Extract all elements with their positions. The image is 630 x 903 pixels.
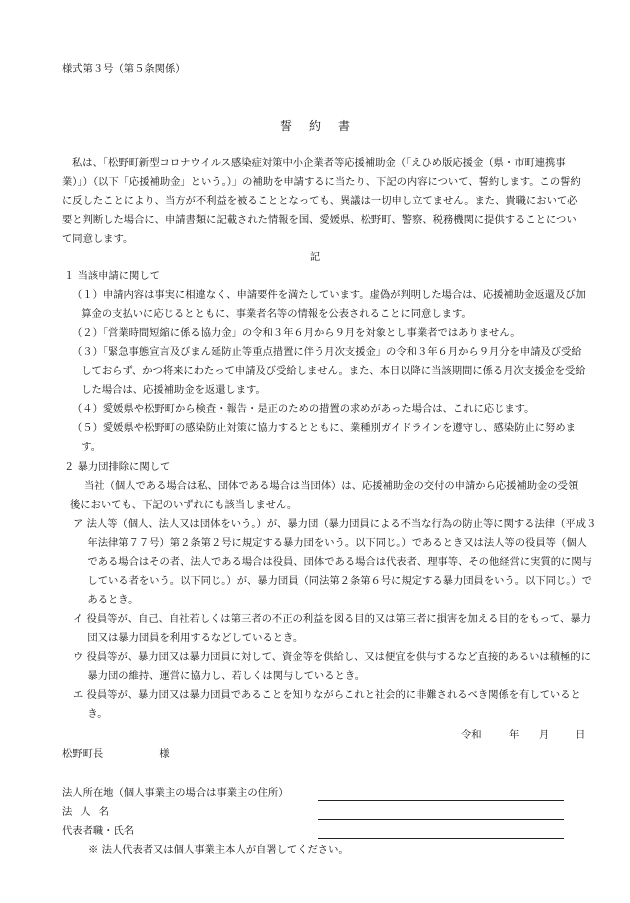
section2-intro: 当社（個人である場合は私、団体である場合は当団体）は、応援補助金の交付の申請から応援補助金の受領後においても、下記のいずれにも該当しません。 xyxy=(70,480,579,511)
document-title: 誓約書 xyxy=(279,119,367,133)
section1-heading: １ 当該申請に関して xyxy=(64,270,160,282)
addressee-name: 松野町長 xyxy=(62,748,104,760)
signature-note: ※ 法人代表者又は個人事業主本人が自署してください。 xyxy=(88,844,349,856)
section1-item-2: （２）「営業時間短縮に係る協力金」の令和３年６月から９月を対象とし事業者ではありません。 xyxy=(72,327,521,339)
section2-item-e: エ 役員等が、暴力団又は暴力団員であることを知りながらこれと社会的に非難されるべき関係を有しているとき。 xyxy=(73,689,581,720)
addressee-honorific: 様 xyxy=(159,748,170,760)
field-line-representative[interactable] xyxy=(318,838,564,839)
section1-item-4: （４）愛媛県や松野町から検査・報告・是正のための措置の求めがあった場合は、これに応じます。 xyxy=(72,403,535,415)
addressee-line xyxy=(62,745,169,764)
section1-item-1: （１）申請内容は事実に相違なく、申請要件を満たしています。虚偽が判明した場合は、応援補助金返還及び加算金の支払いに応じるとともに、事業者名等の情報を公表されることに同意します。 xyxy=(72,289,586,320)
field-line-corp-name[interactable] xyxy=(318,819,564,820)
section1-item-5: （５）愛媛県や松野町の感染防止対策に協力するとともに、業種別ガイドラインを遵守し、感染防止に努めます。 xyxy=(72,422,576,453)
field-label-representative: 代表者職・氏名 xyxy=(62,825,135,837)
section2-item-a: ア 法人等（個人、法人又は団体をいう。）が、暴力団（暴力団員による不当な行為の防止等に関する法律（平成３年法律第７７号）第２条第２号に規定する暴力団をいう。以下同じ。）であるとき又は法人等の役員等（個人である場合はその者、法人である場合は役員、団体である場合は代表者、理事等、その他経営に実質的に関与している者をいう。以下同じ。）が、暴力団員（同法第２条第６号に規定する暴力団員をいう。以下同じ。）であるとき。 xyxy=(73,518,597,606)
ki-heading: 記 xyxy=(309,251,321,263)
field-line-address[interactable] xyxy=(318,800,564,801)
date-era: 令和 xyxy=(461,729,482,741)
date-month: 月 xyxy=(539,729,550,741)
section1-item-3: （３）「緊急事態宣言及びまん延防止等重点措置に伴う月次支援金」の令和３年６月から９月分を申請及び受給しておらず、かつ将来にわたって申請及び受給しません。また、本日以降に当該期間に係る月次支援金を受給した場合は、応援補助金を返還します。 xyxy=(72,346,586,396)
field-label-corp-name: 法人名 xyxy=(62,806,117,818)
date-year: 年 xyxy=(509,729,520,741)
intro-paragraph: 私は、「松野町新型コロナウイルス感染症対策中小企業者等応援補助金（「えひめ版応援金（県・市町連携事業）」）（以下「応援補助金」という。）」の補助を申請するに当たり、下記の内容について、誓約します。この誓約に反したことにより、当方が不利益を被ることとなっても、異議は一切申し立てません。また、貴職において必要と判断した場合に、申請書類に記載された情報を国、愛媛県、松野町、警察、税務機関に提供することについて同意します。 xyxy=(62,157,581,245)
date-day: 日 xyxy=(575,729,586,741)
section2-item-i: イ 役員等が、自己、自社若しくは第三者の不正の利益を図る目的又は第三者に損害を加える目的をもって、暴力団又は暴力団員を利用するなどしているとき。 xyxy=(73,613,591,644)
section2-item-u: ウ 役員等が、暴力団又は暴力団員に対して、資金等を供給し、又は便宜を供与するなど直接的あるいは積極的に暴力団の維持、運営に協力し、若しくは関与しているとき。 xyxy=(73,651,591,682)
form-number: 様式第３号（第５条関係） xyxy=(62,63,186,75)
section2-heading: ２ 暴力団排除に関して xyxy=(64,461,171,473)
date-line xyxy=(461,726,585,745)
field-label-address: 法人所在地（個人事業主の場合は事業主の住所） xyxy=(62,787,289,799)
